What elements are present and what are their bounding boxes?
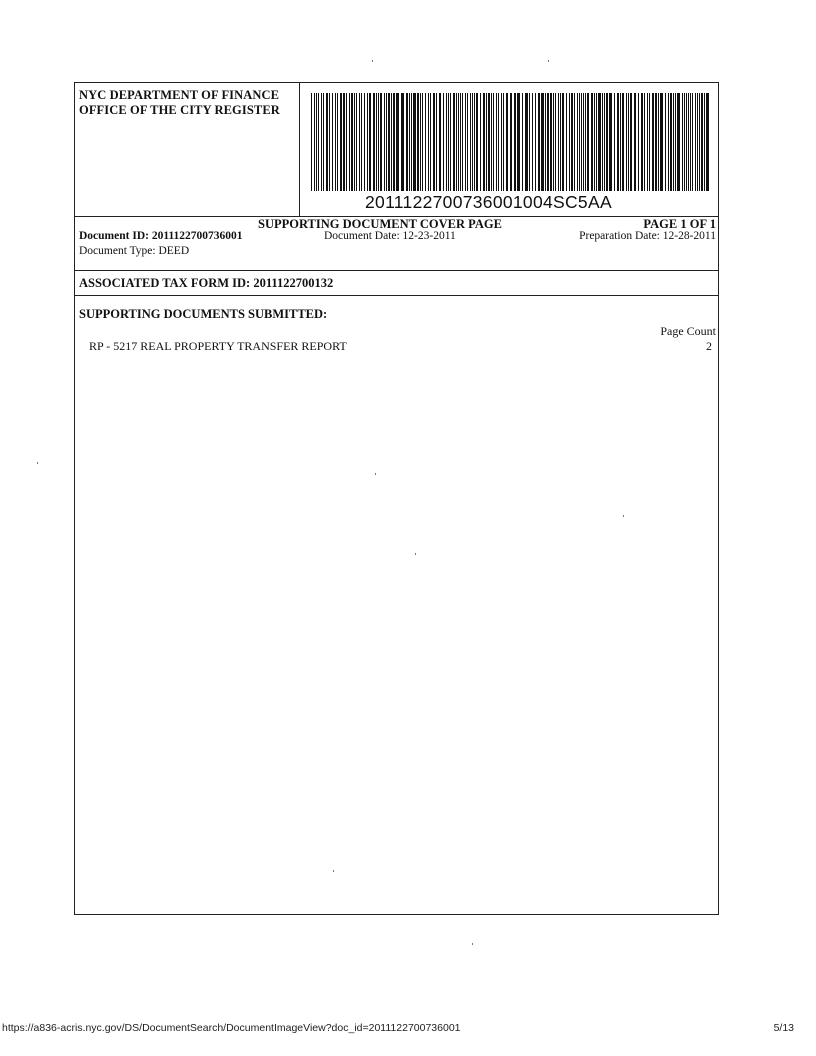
document-id bbox=[79, 230, 243, 242]
barcode-bar bbox=[420, 93, 421, 191]
barcode-bar bbox=[448, 93, 449, 191]
barcode-bar bbox=[545, 93, 546, 191]
barcode-bar bbox=[675, 93, 676, 191]
barcode-bar bbox=[660, 93, 663, 191]
barcode-bar bbox=[337, 93, 338, 191]
barcode-bar bbox=[311, 93, 312, 191]
barcode-bar bbox=[376, 93, 377, 191]
barcode-bar bbox=[465, 93, 466, 191]
barcode-bar bbox=[476, 93, 478, 191]
barcode-bar bbox=[467, 93, 468, 191]
barcode-bar bbox=[620, 93, 621, 191]
barcode-bar bbox=[609, 93, 612, 191]
barcode-bar bbox=[553, 93, 554, 191]
barcode-bar bbox=[695, 93, 696, 191]
barcode-bar bbox=[634, 93, 636, 191]
barcode-bar bbox=[373, 93, 375, 191]
scan-speck bbox=[623, 515, 624, 517]
barcode-text: 2011122700736001004SC5AA bbox=[365, 192, 612, 212]
barcode-bar bbox=[665, 93, 666, 191]
divider bbox=[75, 270, 718, 271]
barcode-bar bbox=[577, 93, 578, 191]
barcode-bar bbox=[349, 93, 350, 191]
tax-form-value: 2011122700132 bbox=[253, 276, 334, 290]
barcode-bar bbox=[686, 93, 687, 191]
footer-page-number: 5/13 bbox=[773, 1022, 794, 1034]
barcode-bar bbox=[409, 93, 410, 191]
barcode-bar bbox=[684, 93, 685, 191]
barcode-bar bbox=[622, 93, 624, 191]
barcode-bar bbox=[393, 93, 395, 191]
barcode-bar bbox=[388, 93, 390, 191]
barcode-bar bbox=[579, 93, 580, 191]
barcode-bar bbox=[585, 93, 586, 191]
barcode-bar bbox=[555, 93, 556, 191]
barcode-bar bbox=[359, 93, 360, 191]
barcode-bar bbox=[321, 93, 322, 191]
barcode-bar bbox=[587, 93, 589, 191]
barcode-bars bbox=[311, 93, 709, 191]
document-date: Document Date: 12-23-2011 bbox=[324, 230, 456, 242]
document-id-label: Document ID: bbox=[79, 230, 149, 242]
barcode-bar bbox=[460, 93, 461, 191]
barcode-bar bbox=[692, 93, 693, 191]
page-of: PAGE 1 OF 1 bbox=[643, 217, 716, 231]
barcode-bar bbox=[436, 93, 437, 191]
barcode-bar bbox=[491, 93, 492, 191]
org-line-1: NYC DEPARTMENT OF FINANCE bbox=[79, 88, 280, 102]
barcode-bar bbox=[581, 93, 582, 191]
barcode-bar bbox=[335, 93, 336, 191]
barcode-bar bbox=[380, 93, 382, 191]
barcode-bar bbox=[493, 93, 494, 191]
scan-speck bbox=[37, 462, 38, 464]
supporting-doc-page-count: 2 bbox=[706, 339, 712, 353]
barcode-bar bbox=[417, 93, 419, 191]
barcode-bar bbox=[670, 93, 672, 191]
barcode-bar bbox=[673, 93, 674, 191]
barcode-bar bbox=[343, 93, 345, 191]
barcode-bar bbox=[326, 93, 328, 191]
barcode-bar bbox=[617, 93, 619, 191]
barcode-bar bbox=[571, 93, 573, 191]
barcode-bar bbox=[628, 93, 629, 191]
barcode-bar bbox=[391, 93, 392, 191]
barcode-bar bbox=[378, 93, 379, 191]
barcode-bar bbox=[458, 93, 459, 191]
barcode-bar bbox=[644, 93, 645, 191]
barcode-bar bbox=[384, 93, 385, 191]
barcode-bar bbox=[598, 93, 601, 191]
barcode-bar bbox=[649, 93, 650, 191]
barcode-bar bbox=[406, 93, 408, 191]
barcode-bar bbox=[318, 93, 319, 191]
barcode-bar bbox=[323, 93, 324, 191]
barcode-bar bbox=[541, 93, 544, 191]
divider bbox=[75, 295, 718, 296]
footer-url: https://a836-acris.nyc.gov/DS/DocumentSearch/DocumentImageView?doc_id=2011122700736001 bbox=[2, 1022, 461, 1034]
barcode-bar bbox=[411, 93, 412, 191]
barcode-bar bbox=[480, 93, 481, 191]
barcode-bar bbox=[626, 93, 627, 191]
barcode-bar bbox=[470, 93, 471, 191]
page-count-header: Page Count bbox=[660, 324, 716, 338]
barcode-bar bbox=[456, 93, 457, 191]
barcode-bar bbox=[602, 93, 603, 191]
barcode-bar bbox=[574, 93, 575, 191]
barcode-bar bbox=[529, 93, 530, 191]
scan-speck bbox=[548, 60, 549, 62]
scan-speck bbox=[375, 473, 376, 475]
document-id-value: 2011122700736001 bbox=[151, 230, 243, 242]
barcode-bar bbox=[566, 93, 567, 191]
barcode-bar bbox=[474, 93, 475, 191]
cover-title: SUPPORTING DOCUMENT COVER PAGE bbox=[258, 217, 502, 231]
header-section bbox=[75, 83, 718, 217]
barcode-bar bbox=[560, 93, 561, 191]
tax-form-id bbox=[79, 276, 333, 291]
barcode-bar bbox=[401, 93, 404, 191]
barcode-bar bbox=[425, 93, 426, 191]
barcode-bar bbox=[704, 93, 705, 191]
scan-speck bbox=[333, 870, 334, 872]
barcode-bar bbox=[606, 93, 608, 191]
barcode-bar bbox=[450, 93, 451, 191]
barcode-bar bbox=[688, 93, 689, 191]
barcode-bar bbox=[413, 93, 416, 191]
supporting-doc-name: RP - 5217 REAL PROPERTY TRANSFER REPORT bbox=[89, 339, 347, 353]
barcode-bar bbox=[428, 93, 429, 191]
barcode-bar bbox=[596, 93, 597, 191]
barcode-bar bbox=[439, 93, 441, 191]
barcode-bar bbox=[314, 93, 315, 191]
barcode-bar bbox=[677, 93, 680, 191]
barcode-bar bbox=[396, 93, 399, 191]
barcode-bar bbox=[638, 93, 639, 191]
barcode-bar bbox=[364, 93, 365, 191]
barcode-bar bbox=[361, 93, 362, 191]
barcode-bar bbox=[340, 93, 342, 191]
barcode-bar bbox=[453, 93, 455, 191]
barcode-bar bbox=[706, 93, 709, 191]
barcode-bar bbox=[535, 93, 536, 191]
barcode-bar bbox=[562, 93, 564, 191]
barcode-bar bbox=[699, 93, 700, 191]
barcode-bar bbox=[483, 93, 485, 191]
barcode-bar bbox=[506, 93, 508, 191]
org-name bbox=[79, 88, 280, 118]
barcode-bar bbox=[647, 93, 648, 191]
barcode-bar bbox=[614, 93, 615, 191]
barcode-bar bbox=[510, 93, 512, 191]
barcode-bar bbox=[346, 93, 347, 191]
barcode-bar bbox=[443, 93, 444, 191]
barcode-bar bbox=[594, 93, 595, 191]
barcode-bar bbox=[517, 93, 520, 191]
barcode-bar bbox=[354, 93, 355, 191]
barcode-bar bbox=[496, 93, 497, 191]
scan-speck bbox=[415, 553, 416, 555]
barcode-bar bbox=[332, 93, 333, 191]
document-type: Document Type: DEED bbox=[79, 245, 190, 257]
barcode-bar bbox=[367, 93, 368, 191]
barcode-bar bbox=[430, 93, 431, 191]
barcode-bar bbox=[591, 93, 593, 191]
barcode-bar bbox=[701, 93, 703, 191]
barcode-bar bbox=[514, 93, 516, 191]
barcode-bar bbox=[486, 93, 487, 191]
barcode-bar bbox=[690, 93, 691, 191]
barcode-bar bbox=[658, 93, 659, 191]
scan-speck bbox=[372, 60, 373, 62]
cover-row bbox=[75, 217, 718, 231]
barcode bbox=[311, 93, 711, 191]
barcode-bar bbox=[488, 93, 490, 191]
header-org-box bbox=[75, 83, 300, 216]
barcode-bar bbox=[532, 93, 533, 191]
org-line-2: OFFICE OF THE CITY REGISTER bbox=[79, 103, 280, 117]
scan-speck bbox=[472, 943, 473, 945]
barcode-bar bbox=[652, 93, 654, 191]
supporting-heading: SUPPORTING DOCUMENTS SUBMITTED: bbox=[79, 307, 328, 321]
barcode-bar bbox=[316, 93, 317, 191]
barcode-bar bbox=[525, 93, 528, 191]
barcode-bar bbox=[682, 93, 683, 191]
barcode-bar bbox=[422, 93, 423, 191]
barcode-bar bbox=[550, 93, 552, 191]
document-page bbox=[74, 82, 719, 915]
barcode-bar bbox=[446, 93, 447, 191]
barcode-bar bbox=[547, 93, 549, 191]
barcode-bar bbox=[655, 93, 657, 191]
barcode-bar bbox=[630, 93, 632, 191]
barcode-bar bbox=[558, 93, 559, 191]
barcode-bar bbox=[498, 93, 499, 191]
tax-form-label: ASSOCIATED TAX FORM ID: bbox=[79, 276, 251, 290]
barcode-bar bbox=[641, 93, 643, 191]
barcode-bar bbox=[433, 93, 435, 191]
barcode-bar bbox=[472, 93, 473, 191]
barcode-bar bbox=[356, 93, 357, 191]
barcode-bar bbox=[501, 93, 502, 191]
barcode-bar bbox=[329, 93, 330, 191]
barcode-bar bbox=[462, 93, 463, 191]
barcode-bar bbox=[369, 93, 371, 191]
barcode-bar bbox=[351, 93, 353, 191]
barcode-bar bbox=[604, 93, 605, 191]
barcode-bar bbox=[583, 93, 584, 191]
barcode-bar bbox=[538, 93, 540, 191]
barcode-bar bbox=[503, 93, 504, 191]
barcode-bar bbox=[697, 93, 698, 191]
barcode-bar bbox=[386, 93, 387, 191]
preparation-date: Preparation Date: 12-28-2011 bbox=[579, 230, 716, 242]
barcode-bar bbox=[569, 93, 570, 191]
barcode-bar bbox=[668, 93, 669, 191]
barcode-bar bbox=[522, 93, 523, 191]
